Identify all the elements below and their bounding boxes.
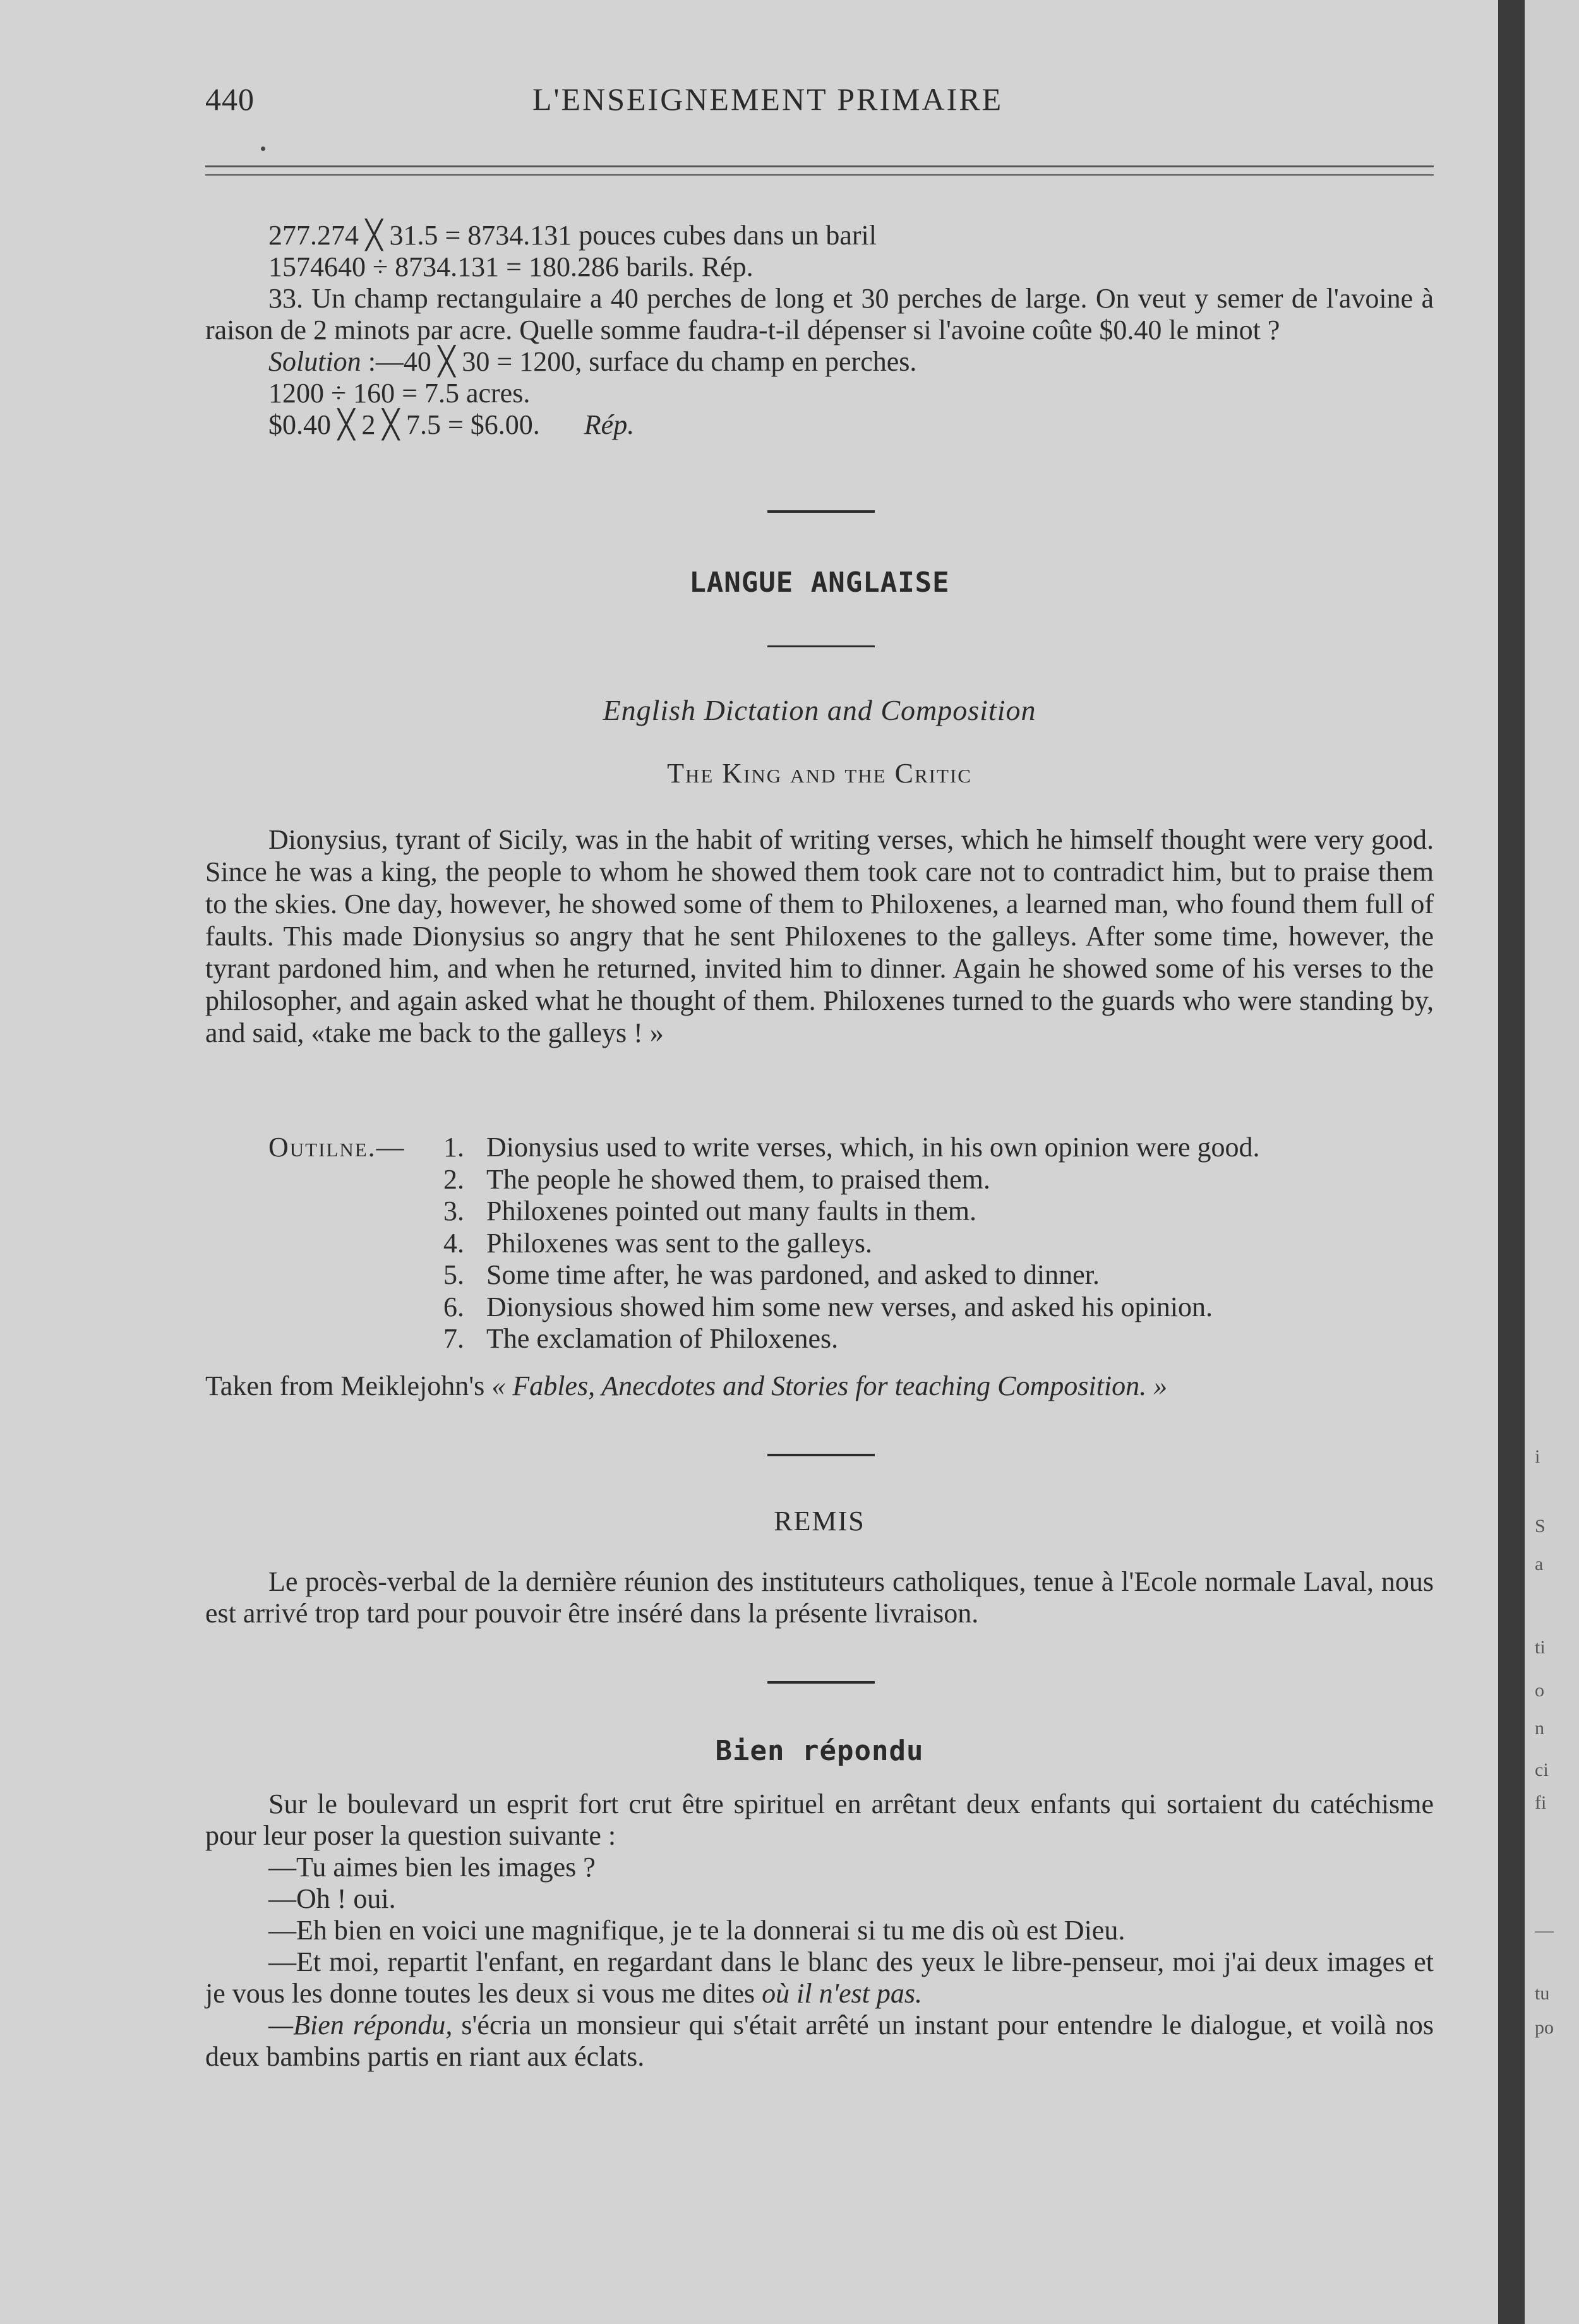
story-paragraph: Dionysius, tyrant of Sicily, was in the habit of writing verses, which he himself thought were very good. Since he was a king, the people to whom he showed them took care not to contradict him, but to praise them to the skies. One day, however, he showed some of them to Philoxenes, a learned man, who found them full of faults. This made Dionysius so angry that he sent Philoxenes to the galleys. After some time, however, the tyrant pardoned him, and when he returned, invited him to dinner. Again he showed some of his verses to the philosopher, and again asked what he thought of them. Philoxenes turned to the guards who were standing by, and said, «take me back to the galleys ! » <box>205 824 1434 1048</box>
dialogue-line: —Et moi, repartit l'enfant, en regardant dans le blanc des yeux le libre-penseur, moi j'ai deux images et je vous les donne toutes les deux si vous me dites où il n'est pas. <box>205 1946 1434 2009</box>
running-title-text: L'ENSEIGNEMENT PRIMAIRE <box>532 81 1004 117</box>
list-item: 4. Philoxenes was sent to the galleys. <box>443 1227 873 1259</box>
bien-heading: Bien répondu <box>715 1735 924 1767</box>
calc-line-barils: 1574640 ÷ 8734.131 = 180.286 barils. Rép. <box>268 251 753 282</box>
list-item: 5. Some time after, he was pardoned, and asked to dinner. <box>443 1259 1100 1290</box>
solution-label: Solution <box>268 346 361 377</box>
cost-text: $0.40 ╳ 2 ╳ 7.5 = $6.00. <box>268 409 540 440</box>
section-divider <box>767 1454 875 1456</box>
calc-line-cost <box>205 409 1434 441</box>
heading-underline <box>767 645 875 647</box>
bien-heading-wrap <box>205 1735 1434 1767</box>
outline-list <box>205 1132 1434 1355</box>
section-divider <box>767 1681 875 1684</box>
calc-line-baril: 277.274 ╳ 31.5 = 8734.131 pouces cubes dans un baril <box>268 220 877 251</box>
langue-heading: LANGUE ANGLAISE <box>689 566 950 599</box>
book-binding-shadow <box>1498 0 1525 2324</box>
solution-line <box>205 346 1434 378</box>
problem-33: 33. Un champ rectangulaire a 40 perches de long et 30 perches de large. On veut y semer de l'avoine à raison de 2 minots par acre. Quelle somme faudra-t-il dépenser si l'avoine coûte $0.40 le minot ? <box>205 283 1434 345</box>
dialogue-line: —Tu aimes bien les images ? <box>268 1852 596 1883</box>
page-number: 440 <box>205 81 255 117</box>
bien-intro: Sur le boulevard un esprit fort crut être spirituel en arrêtant deux enfants qui sortaient du catéchisme pour leur poser la question suivante : <box>205 1788 1434 1851</box>
list-item: 3. Philoxenes pointed out many faults in them. <box>443 1195 977 1226</box>
next-page-edge: i S a ti o n ci fi — tu po <box>1525 0 1579 2324</box>
remis-heading: REMIS <box>774 1506 865 1536</box>
ink-speck <box>261 147 265 151</box>
arithmetic-section <box>205 220 1434 441</box>
citation-title: « Fables, Anecdotes and Stories for teaching Composition. » <box>491 1370 1168 1401</box>
langue-subheading: English Dictation and Composition <box>603 694 1036 726</box>
dialogue-line: —Eh bien en voici une magnifique, je te la donnerai si tu me dis où est Dieu. <box>268 1915 1126 1946</box>
rep-label: Rép. <box>584 409 635 440</box>
bien-section <box>205 1788 1434 2073</box>
citation-prefix: Taken from Meiklejohn's <box>205 1370 492 1401</box>
source-citation <box>205 1370 1434 1402</box>
dialogue-line: —Bien répondu, s'écria un monsieur qui s'était arrêté un instant pour entendre le dialogue, et voilà nos deux bambins partis en riant aux éclats. <box>205 2010 1434 2072</box>
list-item: 2. The people he showed them, to praised them. <box>443 1163 990 1195</box>
section-divider <box>767 510 875 513</box>
langue-heading-wrap <box>205 567 1434 599</box>
story-title: The King and the Critic <box>667 758 972 789</box>
list-item: 6. Dionysious showed him some new verses, and asked his opinion. <box>443 1291 1213 1322</box>
list-item: 1. Dionysius used to write verses, which, in his own opinion were good. <box>443 1132 1260 1163</box>
remis-paragraph: Le procès-verbal de la dernière réunion des instituteurs catholiques, tenue à l'Ecole normale Laval, nous est arrivé trop tard pour pouvoir être inséré dans la présente livraison. <box>205 1566 1434 1629</box>
header-rule-bottom <box>205 174 1434 176</box>
calc-line-acres: 1200 ÷ 160 = 7.5 acres. <box>268 378 531 409</box>
solution-text: :—40 ╳ 30 = 1200, surface du champ en perches. <box>361 346 917 377</box>
outline-label: Outilne.— <box>268 1132 405 1163</box>
list-item: 7. The exclamation of Philoxenes. <box>443 1323 839 1354</box>
dialogue-line: —Oh ! oui. <box>268 1883 396 1914</box>
header-rule-top <box>205 165 1434 167</box>
